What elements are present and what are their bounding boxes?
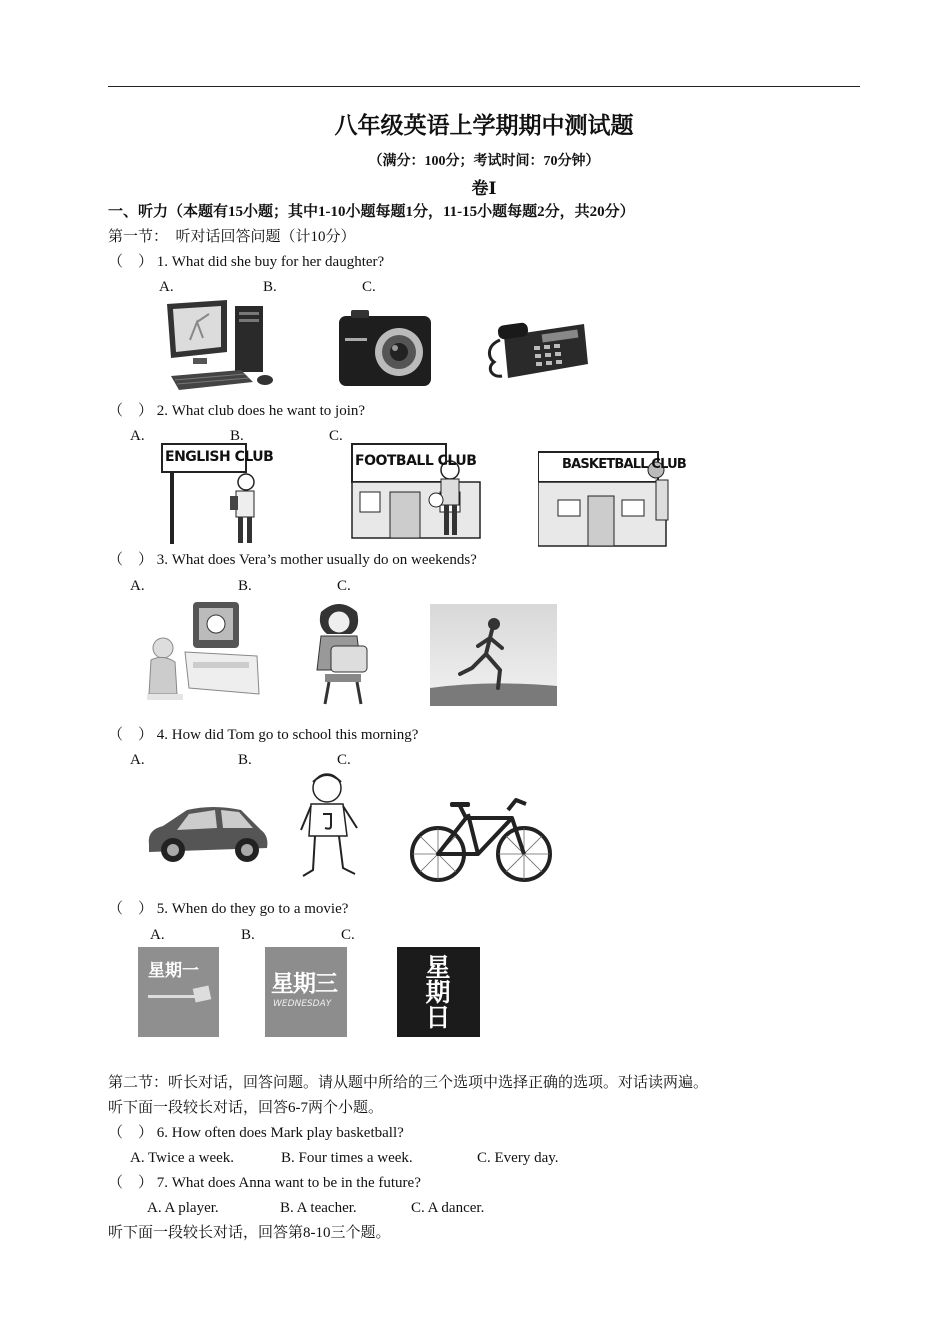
option-c[interactable]: C. A dancer. <box>411 1200 485 1216</box>
question-5 <box>108 902 348 917</box>
sunday-image <box>397 947 480 1037</box>
exam-info: （满分：100分；考试时间：70分钟） <box>368 154 600 169</box>
bicycle-image <box>408 796 556 886</box>
option-c-label: C. <box>341 927 355 943</box>
option-a-label: A. <box>150 927 165 943</box>
answer-bracket[interactable]: （ ） <box>108 552 154 568</box>
section2-heading: 第二节：听长对话，回答问题。请从题中所给的三个选项中选择正确的选项。对话读两遍。 <box>108 1075 709 1091</box>
car-image <box>143 800 271 866</box>
option-b[interactable]: B. Four times a week. <box>281 1150 413 1166</box>
telephone-image <box>484 318 590 382</box>
question-1 <box>108 255 384 270</box>
question-text: 2. What club does he want to join? <box>156 403 366 419</box>
walking-boy-image <box>295 770 367 882</box>
option-a-label: A. <box>130 578 145 594</box>
question-6 <box>108 1126 404 1141</box>
option-c-label: C. <box>362 279 376 295</box>
day-text: 星期一 <box>148 961 199 981</box>
question-7 <box>108 1176 421 1191</box>
instruction-8-10: 听下面一段较长对话，回答第8-10三个题。 <box>108 1225 391 1241</box>
option-a[interactable]: A. Twice a week. <box>130 1150 235 1166</box>
day-text: 星期三 <box>271 971 337 997</box>
watching-tv-image <box>145 598 263 706</box>
option-c-label: C. <box>337 578 351 594</box>
club-sign-text: BASKETBALL CLUB <box>562 457 687 472</box>
option-c-label: C. <box>329 428 343 444</box>
option-c[interactable]: C. Every day. <box>477 1150 559 1166</box>
page-title: 八年级英语上学期期中测试题 <box>334 113 634 138</box>
answer-bracket[interactable]: （ ） <box>108 254 154 270</box>
answer-bracket[interactable]: （ ） <box>108 1175 154 1191</box>
question-2 <box>108 404 365 419</box>
wednesday-image <box>265 947 347 1037</box>
question-text: 1. What did she buy for her daughter? <box>156 254 385 270</box>
listening-heading: 一、听力（本题有15小题；其中1-10小题每题1分，11-15小题每题2分，共20分） <box>108 204 635 220</box>
question-text: 5. When do they go to a movie? <box>156 901 349 917</box>
option-b-label: B. <box>238 578 252 594</box>
option-a-label: A. <box>159 279 174 295</box>
computer-image <box>165 300 280 395</box>
option-b-label: B. <box>238 752 252 768</box>
running-image <box>430 604 557 706</box>
option-b[interactable]: B. A teacher. <box>280 1200 357 1216</box>
answer-bracket[interactable]: （ ） <box>108 403 154 419</box>
option-c-label: C. <box>337 752 351 768</box>
day-text: 星期日 <box>425 953 451 1032</box>
question-text: 4. How did Tom go to school this morning? <box>156 727 419 743</box>
volume-label: 卷Ⅰ <box>471 179 497 198</box>
option-a-label: A. <box>130 428 145 444</box>
camera-image <box>337 310 435 390</box>
english-club-image <box>160 442 274 544</box>
football-club-image <box>350 442 482 544</box>
option-b-label: B. <box>241 927 255 943</box>
answer-bracket[interactable]: （ ） <box>108 1125 154 1141</box>
question-text: 7. What does Anna want to be in the future? <box>156 1175 421 1191</box>
club-sign-text: ENGLISH CLUB <box>165 449 274 465</box>
instruction-6-7: 听下面一段较长对话，回答6-7两个小题。 <box>108 1100 383 1116</box>
question-4 <box>108 728 418 743</box>
top-rule <box>108 86 860 87</box>
answer-bracket[interactable]: （ ） <box>108 901 154 917</box>
monday-image <box>138 947 219 1037</box>
answer-bracket[interactable]: （ ） <box>108 727 154 743</box>
option-b-label: B. <box>263 279 277 295</box>
basketball-club-image <box>538 450 687 547</box>
section1-heading: 第一节： 听对话回答问题（计10分） <box>108 229 356 245</box>
cooking-image <box>305 598 377 706</box>
question-text: 3. What does Vera’s mother usually do on weekends? <box>156 552 477 568</box>
club-sign-text: FOOTBALL CLUB <box>355 453 477 469</box>
question-3 <box>108 553 477 568</box>
question-text: 6. How often does Mark play basketball? <box>156 1125 404 1141</box>
option-a-label: A. <box>130 752 145 768</box>
option-a[interactable]: A. A player. <box>147 1200 219 1216</box>
day-subtext: WEDNESDAY <box>273 999 332 1009</box>
option-b-label: B. <box>230 428 244 444</box>
